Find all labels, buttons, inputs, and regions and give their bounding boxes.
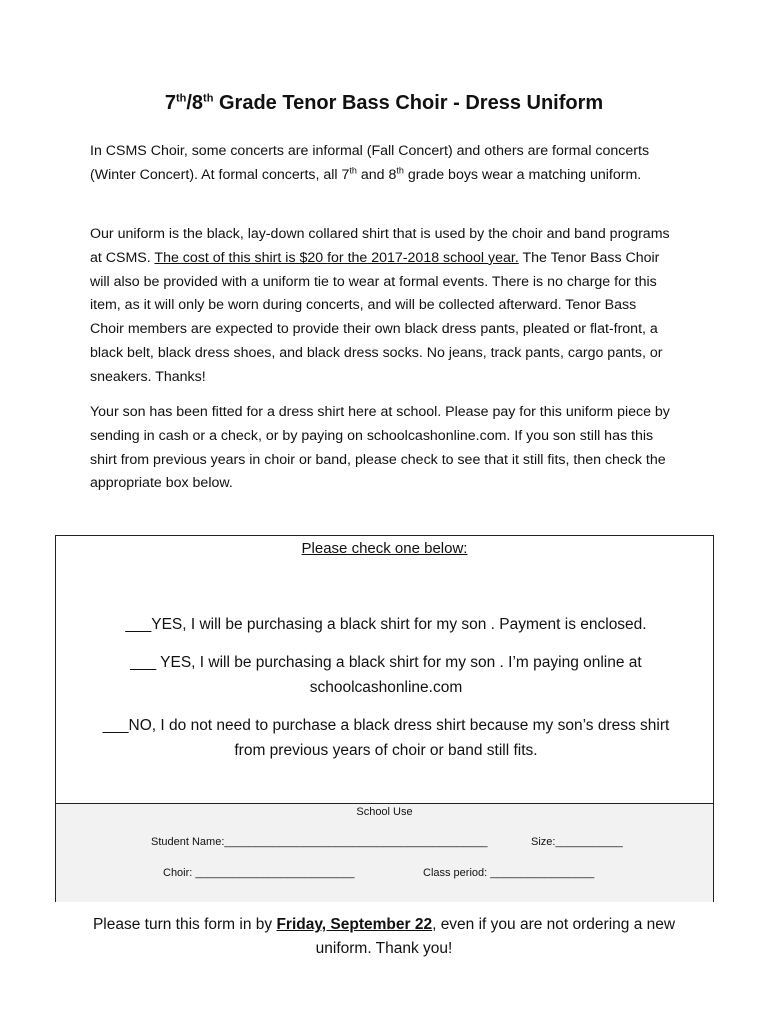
- student-name-field[interactable]: Student Name:___________________________________________: [151, 836, 488, 848]
- school-use-title: School Use: [356, 806, 413, 818]
- form-heading: Please check one below:: [301, 540, 468, 557]
- due-date: Friday, September 22: [276, 916, 433, 933]
- option-no[interactable]: ___NO, I do not need to purchase a black dress shirt because my son’s dress shirt from previous years of choir or band still fits.: [102, 717, 670, 759]
- choir-field[interactable]: Choir: __________________________: [163, 867, 355, 879]
- intro-paragraph: In CSMS Choir, some concerts are informal (Fall Concert) and others are formal concerts (Winter Concert). At formal concerts, all 7th and 8th grade boys wear a matching uniform.: [90, 143, 650, 183]
- cost-note: The cost of this shirt is $20 for the 2017-2018 school year.: [154, 249, 519, 266]
- class-period-field[interactable]: Class period: _________________: [423, 867, 595, 879]
- payment-paragraph: Your son has been fitted for a dress shirt here at school. Please pay for this uniform piece by sending in cash or a check, or by paying on schoolcashonline.com. If you son still has this shirt from previous years in choir or band, please check to see that it still fits, then check the appropriate box below.: [90, 404, 670, 492]
- size-field[interactable]: Size:___________: [531, 836, 623, 848]
- option-yes-enclosed[interactable]: ___YES, I will be purchasing a black shirt for my son . Payment is enclosed.: [125, 616, 647, 633]
- school-use-section: [56, 803, 713, 902]
- option-yes-online[interactable]: ___ YES, I will be purchasing a black shirt for my son . I’m paying online at schoolcashonline.com: [130, 654, 642, 696]
- uniform-paragraph: Our uniform is the black, lay-down collared shirt that is used by the choir and band programs at CSMS. The cost of this shirt is $20 for the 2017-2018 school year. The Tenor Bass Choir will also be provided with a uniform tie to wear at formal events. There is no charge for this item, as it will only be worn during concerts, and will be collected afterward. Tenor Bass Choir members are expected to provide their own black dress pants, pleated or flat-front, a black belt, black dress shoes, and black dress socks. No jeans, track pants, cargo pants, or sneakers. Thanks!: [90, 226, 670, 385]
- footer-note: Please turn this form in by Friday, September 22, even if you are not ordering a new uniform. Thank you!: [92, 916, 676, 957]
- page-title: 7th/8th Grade Tenor Bass Choir - Dress Uniform: [164, 92, 604, 114]
- response-form: [55, 535, 714, 902]
